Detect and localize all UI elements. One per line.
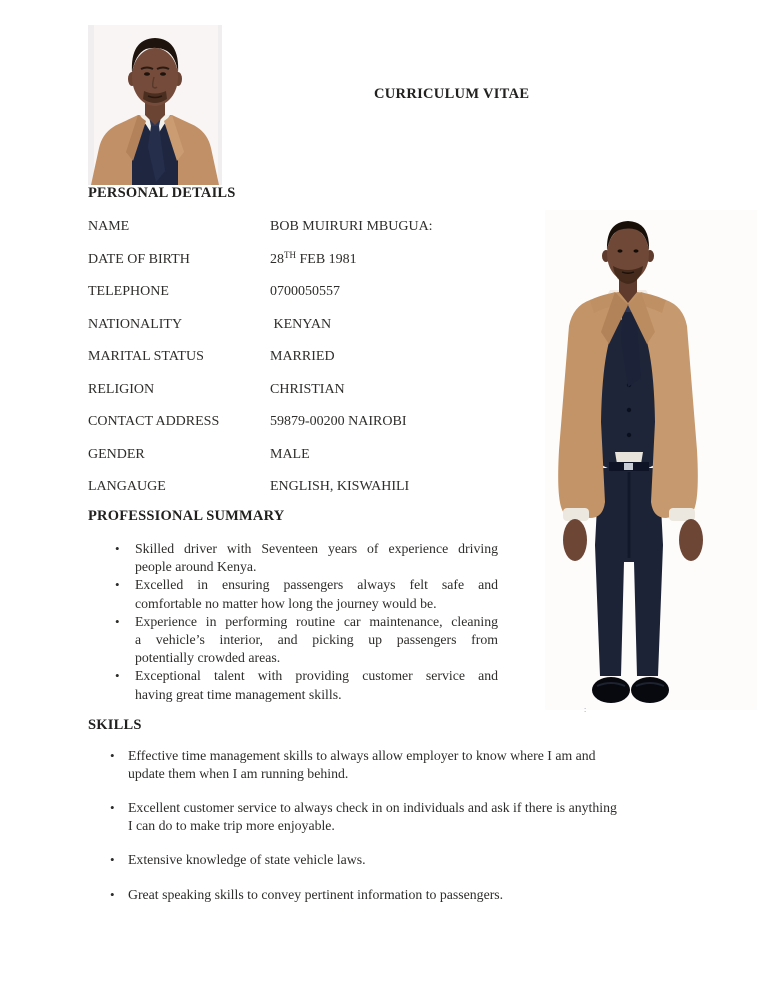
detail-label: DATE OF BIRTH bbox=[88, 251, 190, 267]
professional-summary-list bbox=[88, 540, 500, 704]
detail-row-telephone bbox=[88, 283, 528, 316]
list-item-line: potentially crowded areas. bbox=[135, 650, 281, 666]
list-item-line: people around Kenya. bbox=[135, 559, 257, 575]
dob-rest: FEB 1981 bbox=[296, 251, 357, 267]
detail-label: TELEPHONE bbox=[88, 284, 169, 299]
detail-value bbox=[270, 251, 357, 269]
dob-ordinal: TH bbox=[284, 250, 296, 260]
bullet-icon: • bbox=[110, 886, 115, 902]
detail-row-religion bbox=[88, 381, 528, 414]
list-item-line: Experience in performing routine car maintenance, cleaning bbox=[135, 613, 498, 629]
detail-value: ENGLISH, KISWAHILI bbox=[270, 479, 410, 494]
document-title: CURRICULUM VITAE bbox=[374, 86, 530, 102]
list-item-line: comfortable no matter how long the journey would be. bbox=[135, 595, 437, 611]
skills-heading: SKILLS bbox=[88, 717, 142, 733]
list-item-line: Extensive knowledge of state vehicle laws. bbox=[128, 852, 366, 867]
personal-details-heading: PERSONAL DETAILS bbox=[88, 185, 236, 201]
list-item-line: having great time management skills. bbox=[135, 686, 342, 702]
detail-row-name bbox=[88, 218, 528, 251]
list-item bbox=[88, 747, 708, 782]
list-item bbox=[88, 799, 708, 834]
detail-label: MARITAL STATUS bbox=[88, 349, 204, 364]
detail-label: CONTACT ADDRESS bbox=[88, 414, 220, 429]
bullet-icon: • bbox=[110, 748, 115, 763]
list-item-line: Great speaking skills to convey pertinent information to passengers. bbox=[128, 886, 504, 902]
list-item bbox=[88, 613, 500, 668]
detail-row-nationality bbox=[88, 316, 528, 349]
professional-summary-heading: PROFESSIONAL SUMMARY bbox=[88, 508, 285, 524]
detail-label: NAME bbox=[88, 219, 130, 234]
headshot-photo bbox=[88, 25, 222, 185]
list-item-line: Excellent customer service to always check in on individuals and ask if there is anything bbox=[128, 800, 617, 815]
detail-value: MARRIED bbox=[270, 349, 335, 364]
list-item bbox=[88, 667, 500, 703]
detail-label: NATIONALITY bbox=[88, 316, 183, 332]
detail-value: CHRISTIAN bbox=[270, 381, 345, 397]
list-item bbox=[88, 576, 500, 612]
full-body-illustration bbox=[545, 210, 757, 710]
bullet-icon: • bbox=[115, 541, 120, 556]
list-item bbox=[88, 540, 500, 576]
detail-row-marital-status bbox=[88, 348, 528, 381]
detail-value: 0700050557 bbox=[270, 284, 340, 299]
detail-label: LANGAUGE bbox=[88, 479, 166, 494]
dob-day: 28 bbox=[270, 251, 284, 267]
list-item-line: I can do to make trip more enjoyable. bbox=[128, 817, 335, 833]
bullet-icon: • bbox=[115, 577, 120, 593]
full-body-photo bbox=[545, 210, 757, 710]
list-item-line: Effective time management skills to always allow employer to know where I am and bbox=[128, 748, 596, 763]
list-item-line: Exceptional talent with providing customer service and bbox=[135, 668, 498, 684]
detail-row-gender bbox=[88, 446, 528, 479]
personal-details-table bbox=[88, 218, 528, 511]
scan-artifact-mark: : bbox=[584, 705, 587, 714]
detail-value: 59879-00200 NAIROBI bbox=[270, 414, 407, 429]
list-item-line: Excelled in ensuring passengers always felt safe and bbox=[135, 577, 498, 593]
skills-list bbox=[88, 747, 708, 920]
detail-row-language bbox=[88, 478, 528, 511]
bullet-icon: • bbox=[110, 800, 115, 815]
detail-value: MALE bbox=[270, 446, 310, 462]
bullet-icon: • bbox=[110, 852, 115, 867]
list-item bbox=[88, 886, 708, 904]
list-item-line: Skilled driver with Seventeen years of experience driving bbox=[135, 541, 498, 556]
detail-value: BOB MUIRURI MBUGUA: bbox=[270, 219, 433, 234]
bullet-icon: • bbox=[115, 668, 120, 684]
detail-row-contact-address bbox=[88, 413, 528, 446]
detail-label: GENDER bbox=[88, 446, 145, 462]
detail-value: KENYAN bbox=[270, 316, 332, 332]
list-item-line: a vehicle’s interior, and picking up passengers from bbox=[135, 632, 498, 648]
list-item-line: update them when I am running behind. bbox=[128, 765, 349, 781]
list-item bbox=[88, 851, 708, 869]
bullet-icon: • bbox=[115, 613, 120, 629]
headshot-illustration bbox=[88, 25, 222, 185]
detail-row-date-of-birth bbox=[88, 251, 528, 284]
detail-label: RELIGION bbox=[88, 381, 155, 397]
